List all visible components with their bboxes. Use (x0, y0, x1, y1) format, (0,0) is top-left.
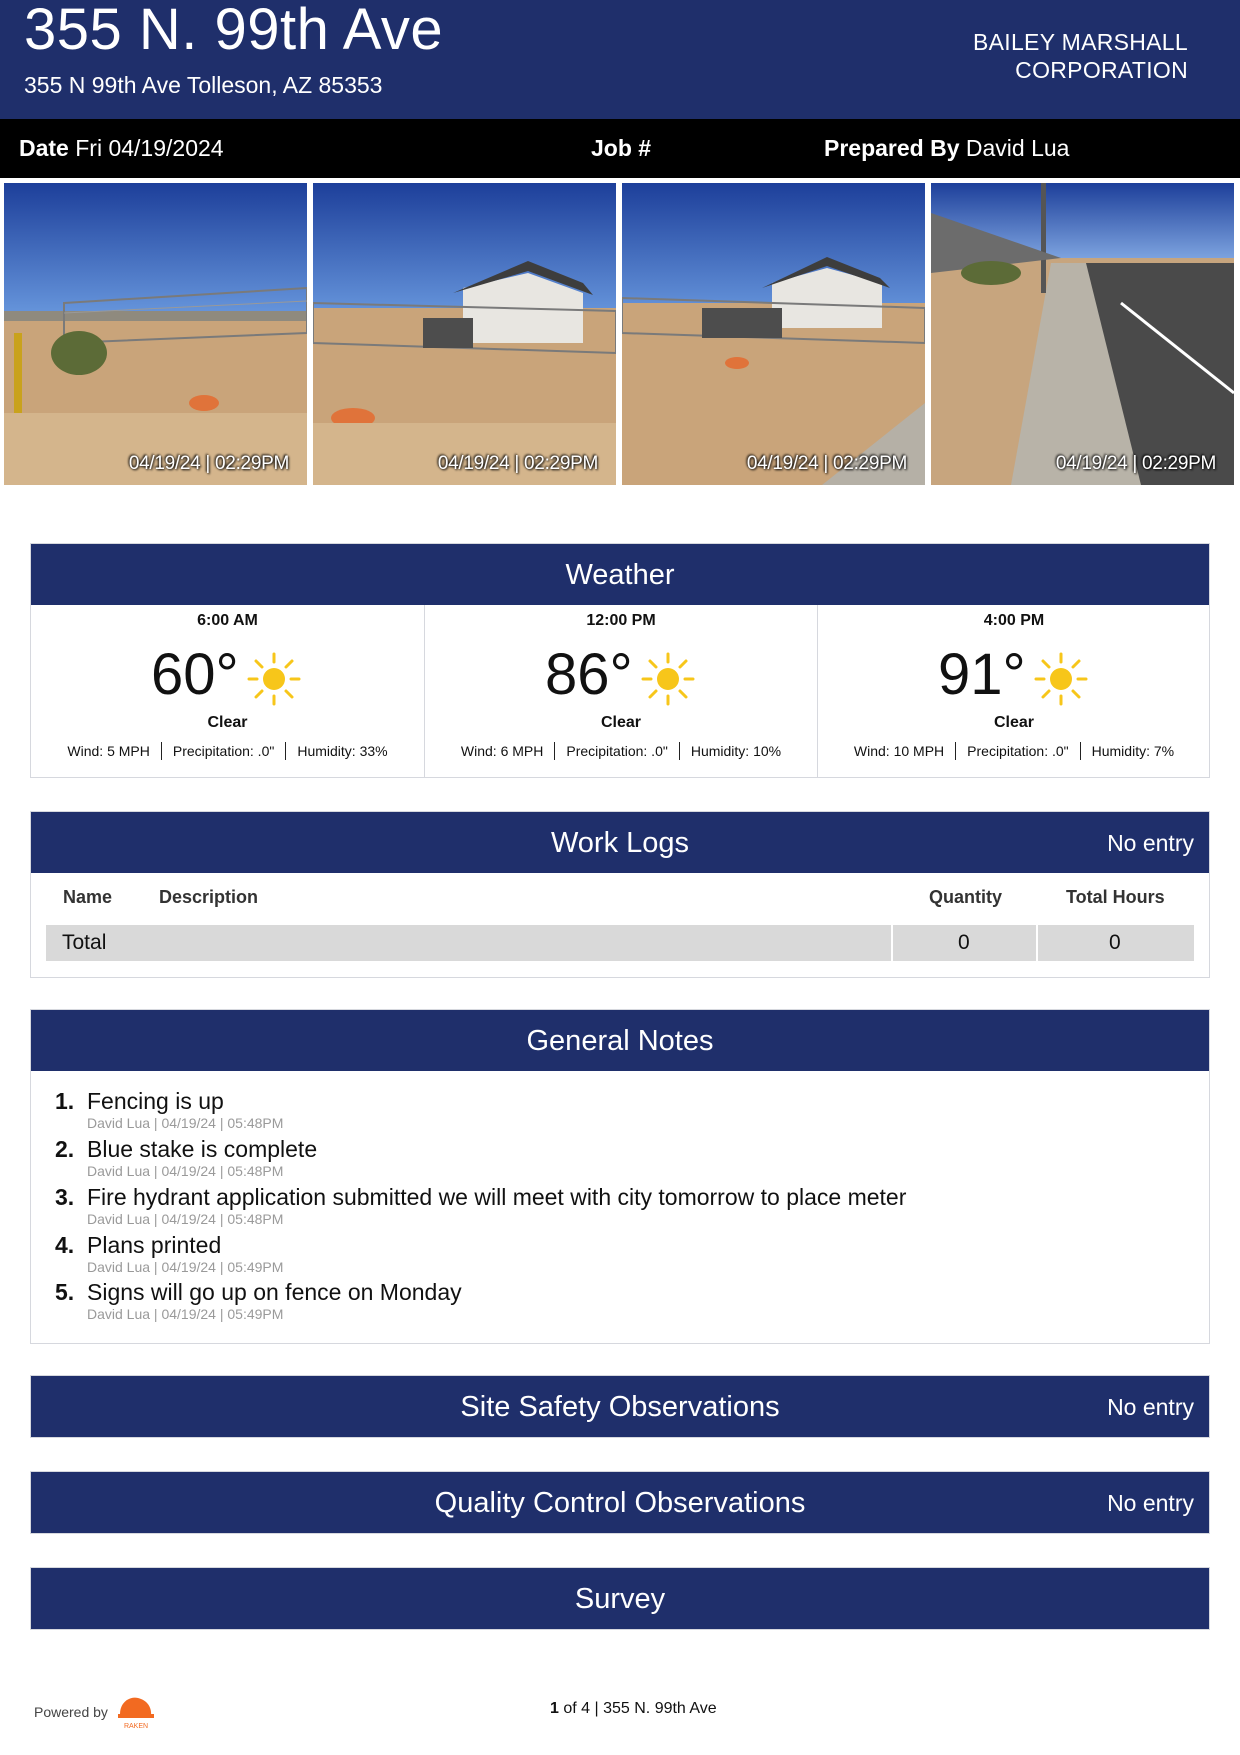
photo-timestamp: 04/19/24 | 02:29PM (128, 453, 289, 474)
page-footer-title: | 355 N. 99th Ave (594, 1700, 717, 1717)
total-label: Total (62, 931, 107, 954)
prepared-by-value: David Lua (965, 135, 1070, 161)
job-label: Job # (591, 135, 652, 161)
weather-humidity: Humidity: 33% (297, 743, 388, 759)
weather-header (31, 544, 1209, 605)
site-photo-image (931, 183, 1234, 485)
general-notes-list (31, 1071, 1209, 1343)
weather-time: 12:00 PM (586, 612, 656, 629)
weather-column (31, 605, 424, 777)
company-name-line1: BAILEY MARSHALL (972, 29, 1188, 55)
weather-column (817, 605, 1210, 777)
project-address: 355 N 99th Ave Tolleson, AZ 85353 (24, 72, 383, 98)
note-number: 3. (55, 1184, 75, 1210)
date-value: Fri 04/19/2024 (75, 135, 224, 161)
weather-wind: Wind: 6 MPH (460, 743, 544, 759)
column-header-total-hours: Total Hours (1066, 887, 1165, 907)
quality-control-header (31, 1472, 1209, 1533)
sun-icon (640, 651, 696, 707)
weather-condition: Clear (993, 714, 1035, 731)
note-meta: David Lua | 04/19/24 | 05:48PM (87, 1115, 284, 1131)
weather-columns (31, 605, 1209, 777)
general-notes-header (31, 1010, 1209, 1071)
weather-condition: Clear (207, 714, 248, 731)
quality-control-title: Quality Control Observations (434, 1487, 806, 1519)
note-text: Fencing is up (87, 1088, 224, 1114)
site-safety-status: No entry (1107, 1394, 1194, 1420)
note-text: Signs will go up on fence on Monday (87, 1279, 462, 1305)
site-photo[interactable] (622, 183, 925, 485)
sun-icon (246, 651, 302, 707)
prepared-by-label: Prepared By (824, 135, 960, 161)
site-photo-image (622, 183, 925, 485)
note-number: 1. (55, 1088, 75, 1114)
site-photo[interactable] (4, 183, 307, 485)
weather-humidity: Humidity: 7% (1091, 743, 1175, 759)
note-number: 2. (55, 1136, 75, 1162)
report-info-bar (0, 119, 1240, 178)
weather-time: 4:00 PM (983, 612, 1045, 629)
company-name (973, 28, 1188, 84)
company-name-line2: CORPORATION (1015, 57, 1188, 83)
survey-title: Survey (574, 1583, 666, 1615)
general-notes-section (30, 1009, 1210, 1344)
site-photo[interactable] (931, 183, 1234, 485)
total-hours: 0 (1109, 931, 1121, 954)
work-logs-header (31, 812, 1209, 873)
weather-wind: Wind: 10 MPH (853, 743, 945, 759)
work-logs-title: Work Logs (550, 827, 690, 859)
weather-wind: Wind: 5 MPH (67, 743, 150, 759)
site-safety-title: Site Safety Observations (460, 1391, 780, 1423)
photo-timestamp: 04/19/24 | 02:29PM (746, 453, 907, 474)
report-header (0, 0, 1240, 119)
work-logs-status: No entry (1107, 830, 1194, 856)
column-header-name: Name (63, 887, 113, 907)
total-quantity: 0 (958, 931, 970, 954)
survey-header (31, 1568, 1209, 1629)
weather-temperature: 60° (151, 642, 239, 707)
raken-logo-icon (116, 1690, 156, 1730)
powered-by-label: Powered by (34, 1704, 108, 1720)
date-label: Date (19, 135, 69, 161)
note-meta: David Lua | 04/19/24 | 05:49PM (87, 1306, 284, 1322)
weather-details (425, 742, 817, 760)
prepared-by-field (824, 135, 1069, 162)
table-total-row (46, 925, 1194, 961)
job-field (591, 135, 651, 162)
weather-title: Weather (565, 559, 675, 591)
weather-details (31, 742, 424, 760)
weather-time: 6:00 AM (197, 612, 258, 629)
weather-humidity: Humidity: 10% (690, 743, 782, 759)
note-meta: David Lua | 04/19/24 | 05:48PM (87, 1163, 284, 1179)
sun-icon (1033, 651, 1089, 707)
date-field (19, 135, 224, 162)
photo-strip (4, 183, 1236, 485)
photo-timestamp: 04/19/24 | 02:29PM (437, 453, 598, 474)
project-title: 355 N. 99th Ave (24, 0, 444, 62)
weather-precipitation: Precipitation: .0" (566, 743, 668, 759)
page-indicator (550, 1700, 717, 1718)
note-text: Blue stake is complete (87, 1136, 318, 1162)
quality-control-status: No entry (1107, 1490, 1194, 1516)
weather-details (818, 742, 1210, 760)
note-number: 4. (55, 1232, 75, 1258)
note-meta: David Lua | 04/19/24 | 05:48PM (87, 1211, 284, 1227)
work-logs-table (31, 873, 1209, 977)
page-current: 1 (550, 1700, 559, 1717)
note-text: Fire hydrant application submitted we will meet with city tomorrow to place meter (87, 1184, 907, 1210)
column-header-description: Description (159, 887, 259, 907)
site-safety-header (31, 1376, 1209, 1437)
photo-timestamp: 04/19/24 | 02:29PM (1055, 453, 1216, 474)
survey-section (30, 1567, 1210, 1630)
raken-brand-text: RAKEN (123, 1723, 149, 1730)
note-number: 5. (55, 1279, 75, 1305)
site-photo-image (313, 183, 616, 485)
page-footer (0, 1690, 1240, 1730)
column-header-quantity: Quantity (929, 887, 1003, 907)
weather-temperature: 91° (938, 642, 1026, 707)
page-total: of 4 (563, 1700, 591, 1717)
weather-column (424, 605, 817, 777)
weather-condition: Clear (600, 714, 642, 731)
weather-section (30, 543, 1210, 778)
work-logs-section (30, 811, 1210, 978)
general-notes-title: General Notes (526, 1025, 714, 1057)
weather-precipitation: Precipitation: .0" (967, 743, 1069, 759)
weather-temperature: 86° (545, 642, 633, 707)
quality-control-section (30, 1471, 1210, 1534)
site-photo-image (4, 183, 307, 485)
site-safety-section (30, 1375, 1210, 1438)
note-meta: David Lua | 04/19/24 | 05:49PM (87, 1259, 284, 1275)
note-text: Plans printed (87, 1232, 222, 1258)
weather-precipitation: Precipitation: .0" (172, 743, 275, 759)
site-photo[interactable] (313, 183, 616, 485)
